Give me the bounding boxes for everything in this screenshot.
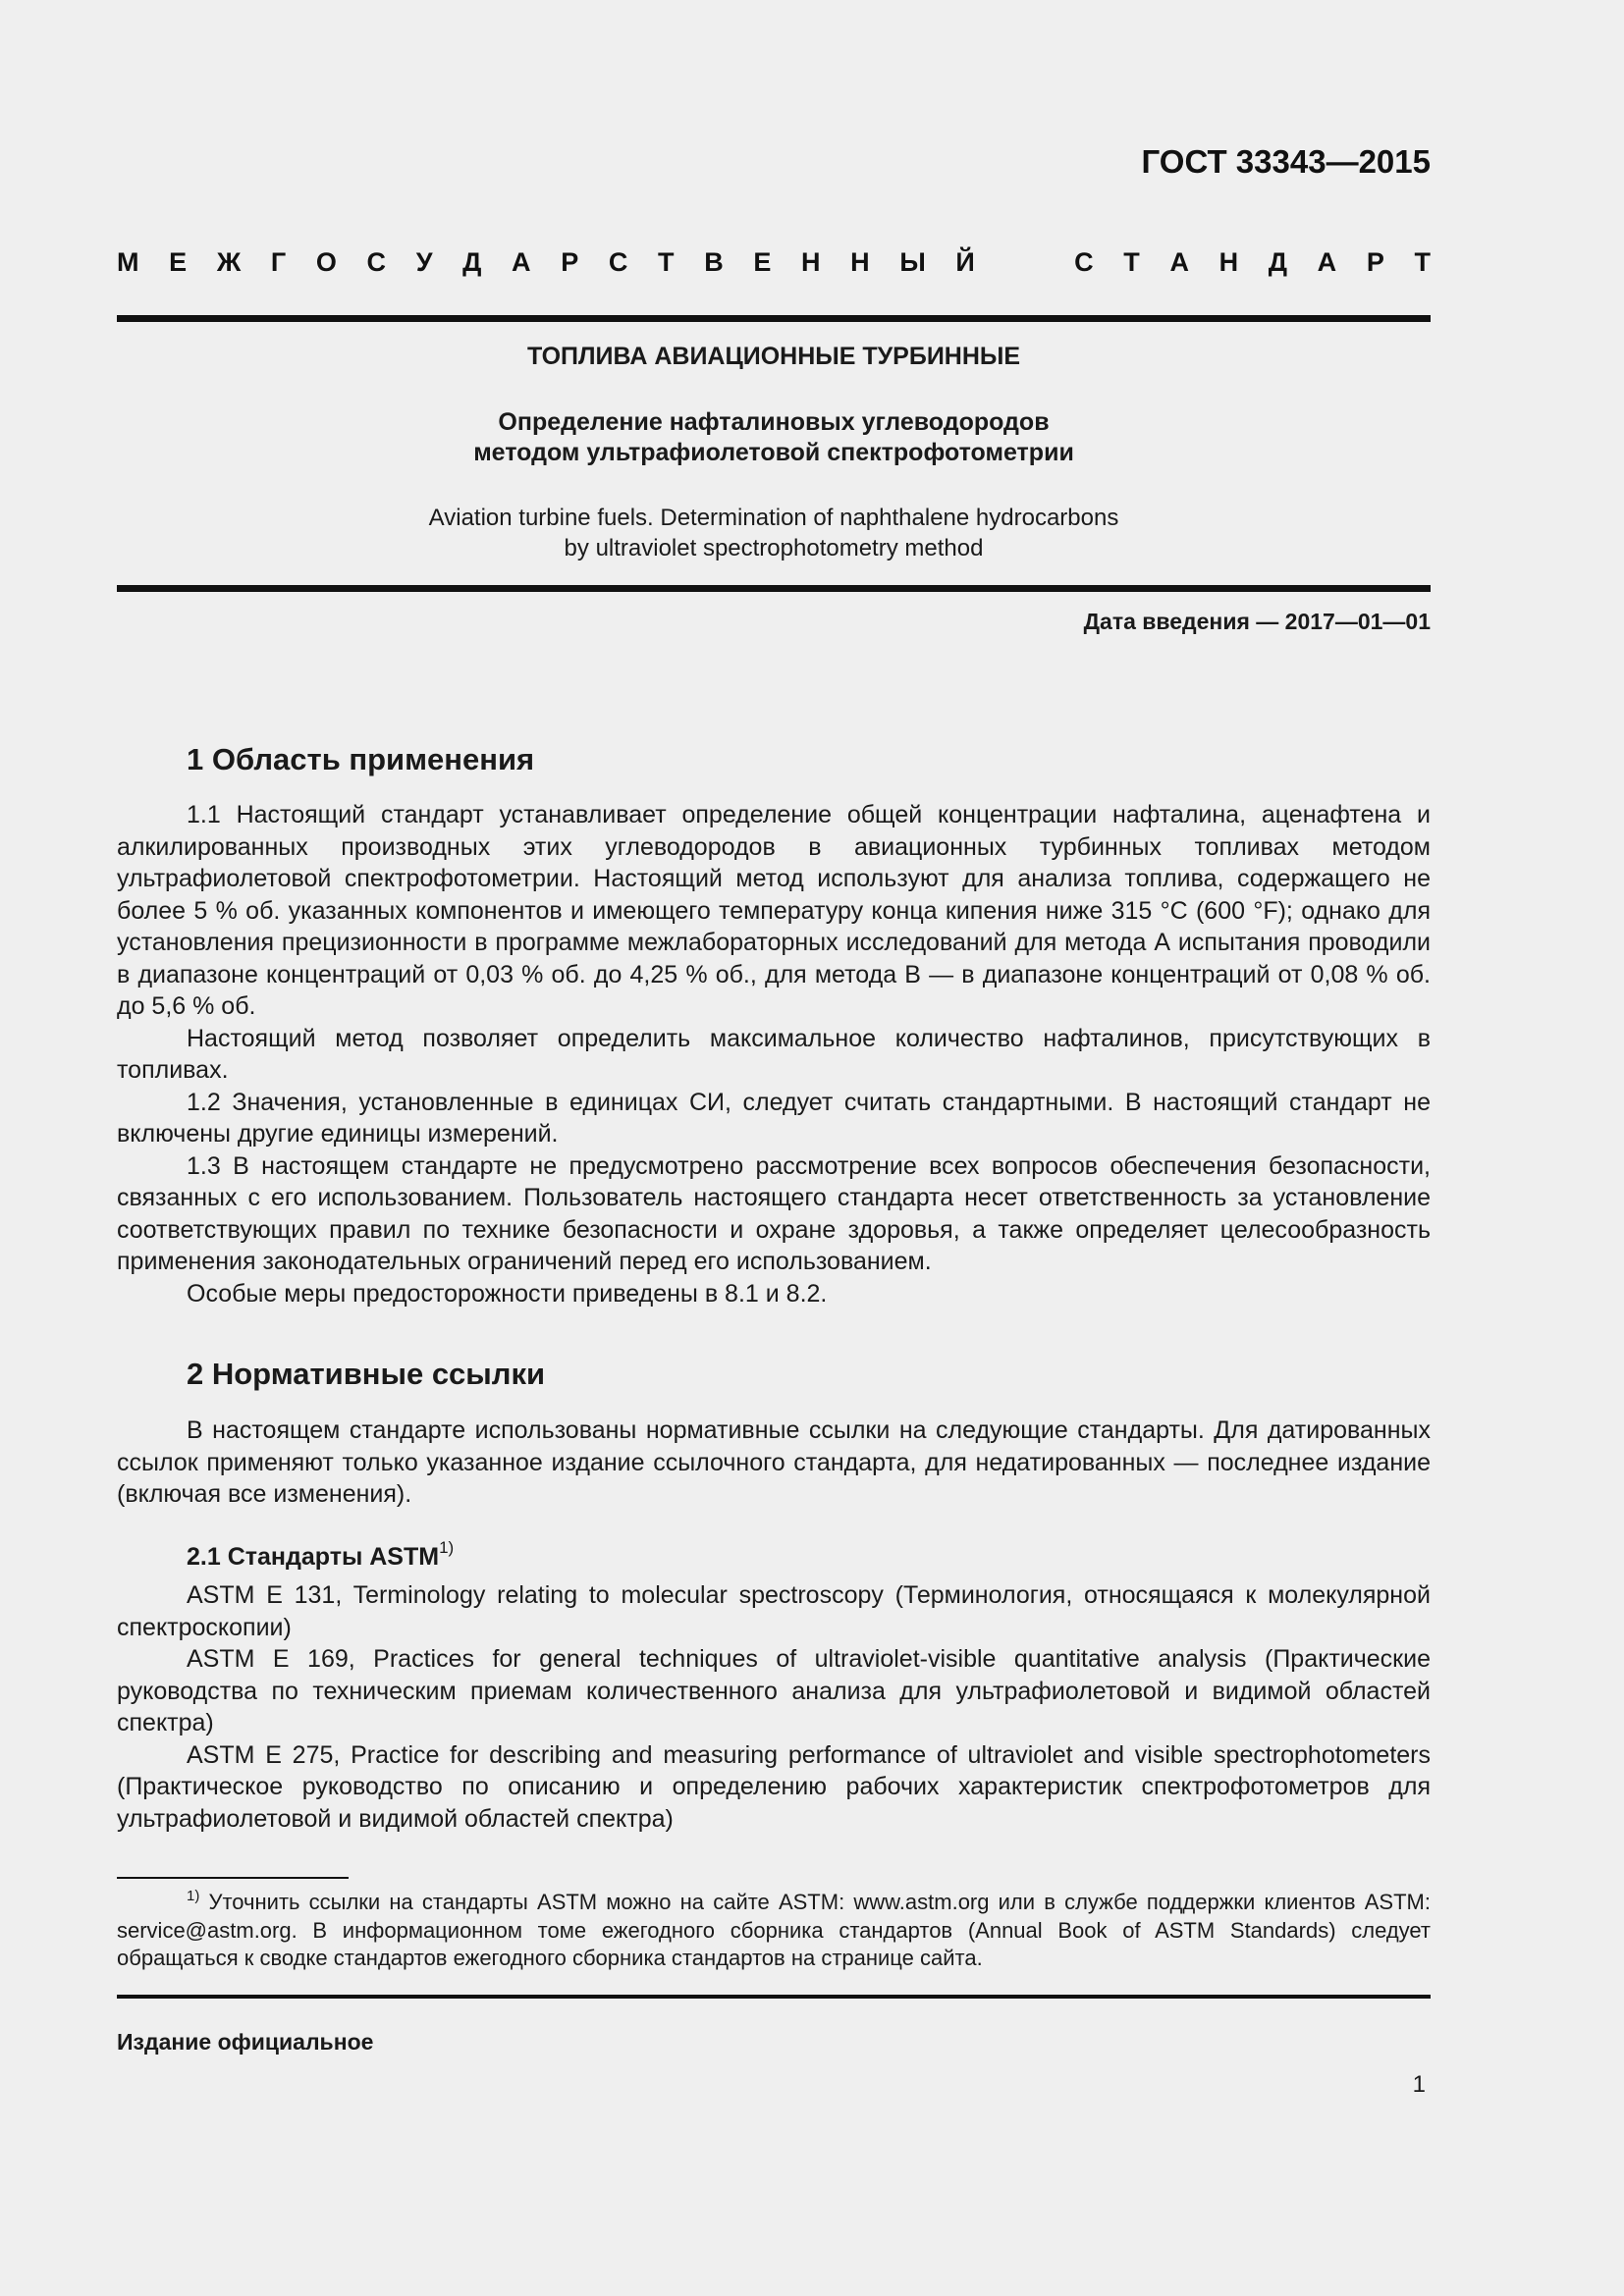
banner-letter: Ы: [899, 247, 926, 277]
banner-letter: Ж: [216, 247, 242, 277]
footer-rule: [117, 1995, 1431, 1999]
footnote-rule: [117, 1877, 349, 1879]
banner-letter: Е: [753, 247, 772, 277]
reference-item: ASTM E 131, Terminology relating to molecular spectroscopy (Терминология, относящаяся к молекулярной спектроскопии): [117, 1581, 1431, 1641]
banner-letter: Н: [1218, 247, 1239, 277]
standard-number: ГОСТ 33343—2015: [1141, 143, 1431, 180]
banner-letter: Н: [850, 247, 870, 277]
introduction-date: Дата введения — 2017—01—01: [1083, 609, 1431, 634]
banner-letter: Р: [561, 247, 579, 277]
section-1-heading: 1 Область применения: [187, 742, 535, 776]
english-title-line: by ultraviolet spectrophotometry method: [564, 535, 984, 561]
banner-letter: Р: [1366, 247, 1384, 277]
banner-letter: Д: [1268, 247, 1288, 277]
banner-letter: А: [1317, 247, 1337, 277]
sub-heading-text: 2.1 Стандарты ASTM: [187, 1543, 440, 1571]
document-title: ТОПЛИВА АВИАЦИОННЫЕ ТУРБИННЫЕ: [526, 343, 1021, 370]
banner-letter: Е: [169, 247, 188, 277]
header-rule: [117, 315, 1431, 322]
paragraph: 1.1 Настоящий стандарт устанавливает определение общей концентрации нафталина, аценафтена и алкилированных производных этих углеводородов в авиационных турбинных топливах методом ультрафиолетовой спектрофотометрии. Настоящий метод используют для анализа топлива, содержащего не более 5 % об. указанных компонентов и имеющего температуру конца кипения ниже 315 °С (600 °F); однако для установления прецизионности в программе межлабораторных исследований для метода А испытания проводили в диапазоне концентраций от 0,03 % об. до 4,25 % об., для метода В — в диапазоне концентраций от 0,08 % об. до 5,6 % об.: [117, 801, 1431, 1020]
banner-word-gap: [1004, 247, 1044, 278]
interstate-standard-banner: [117, 247, 1431, 278]
english-title: [117, 503, 1431, 563]
subtitle-line: методом ультрафиолетовой спектрофотометрии: [473, 439, 1074, 466]
banner-letter: Т: [1123, 247, 1140, 277]
section-1-body: [117, 799, 1431, 1309]
edition-label: Издание официальное: [117, 2029, 374, 2055]
title-rule: [117, 585, 1431, 592]
banner-letter: Г: [270, 247, 287, 277]
reference-item: ASTM E 275, Practice for describing and measuring performance of ultraviolet and visible spectrophotometers (Практическое руководство по описанию и определению рабочих характеристик спектрофотометров для ультрафиолетовой и видимой областей спектра): [117, 1740, 1431, 1833]
paragraph: 1.2 Значения, установленные в единицах СИ, следует считать стандартными. В настоящий стандарт не включены другие единицы измерений.: [117, 1088, 1431, 1148]
section-2-intro: [117, 1415, 1431, 1511]
subtitle-line: Определение нафталиновых углеводородов: [498, 408, 1050, 436]
english-title-line: Aviation turbine fuels. Determination of naphthalene hydrocarbons: [428, 505, 1119, 531]
paragraph: В настоящем стандарте использованы нормативные ссылки на следующие стандарты. Для датированных ссылок применяют только указанное издание ссылочного стандарта, для недатированных — последнее издание (включая все изменения).: [117, 1416, 1431, 1508]
banner-letter: А: [1169, 247, 1189, 277]
banner-letter: Д: [462, 247, 482, 277]
banner-letter: С: [366, 247, 387, 277]
astm-references: [117, 1579, 1431, 1835]
reference-item: ASTM E 169, Practices for general techniques of ultraviolet-visible quantitative analysis (Практические руководства по техническим приемам количественного анализа для ультрафиолетовой и видимой областей спектра): [117, 1645, 1431, 1736]
footnote-text: Уточнить ссылки на стандарты ASTM можно на сайте ASTM: www.astm.org или в службе поддержки клиентов ASTM: service@astm.org. В информационном томе ежегодного сборника стандартов (Annual Book of ASTM Standards) следует обращаться к сводке стандартов ежегодного сборника стандартов на странице сайта.: [117, 1890, 1431, 1970]
paragraph: Особые меры предосторожности приведены в 8.1 и 8.2.: [187, 1279, 828, 1308]
banner-letter: С: [1074, 247, 1094, 277]
banner-letter: М: [117, 247, 139, 277]
banner-letter: Т: [1414, 247, 1431, 277]
section-2-1-heading: [187, 1538, 454, 1572]
banner-letter: Т: [658, 247, 675, 277]
paragraph: 1.3 В настоящем стандарте не предусмотрено рассмотрение всех вопросов обеспечения безопасности, связанных с его использованием. Пользователь настоящего стандарта несет ответственность за установление соответствующих правил по технике безопасности и охране здоровья, а также определяет целесообразность применения законодательных ограничений перед его использованием.: [117, 1151, 1431, 1275]
banner-letter: А: [512, 247, 531, 277]
banner-letter: С: [608, 247, 628, 277]
banner-letter: У: [415, 247, 433, 277]
banner-letter: О: [315, 247, 337, 277]
banner-letter: Н: [801, 247, 821, 277]
banner-letter: В: [704, 247, 724, 277]
banner-letter: Й: [955, 247, 975, 277]
paragraph: Настоящий метод позволяет определить максимальное количество нафталинов, присутствующих в топливах.: [117, 1024, 1431, 1084]
section-2-heading: 2 Нормативные ссылки: [187, 1357, 546, 1391]
document-subtitle: [117, 407, 1431, 468]
page-number: 1: [1412, 2071, 1426, 2098]
footnote: [117, 1883, 1431, 1973]
footnote-marker: 1): [187, 1888, 200, 1904]
footnote-marker: 1): [439, 1538, 455, 1557]
